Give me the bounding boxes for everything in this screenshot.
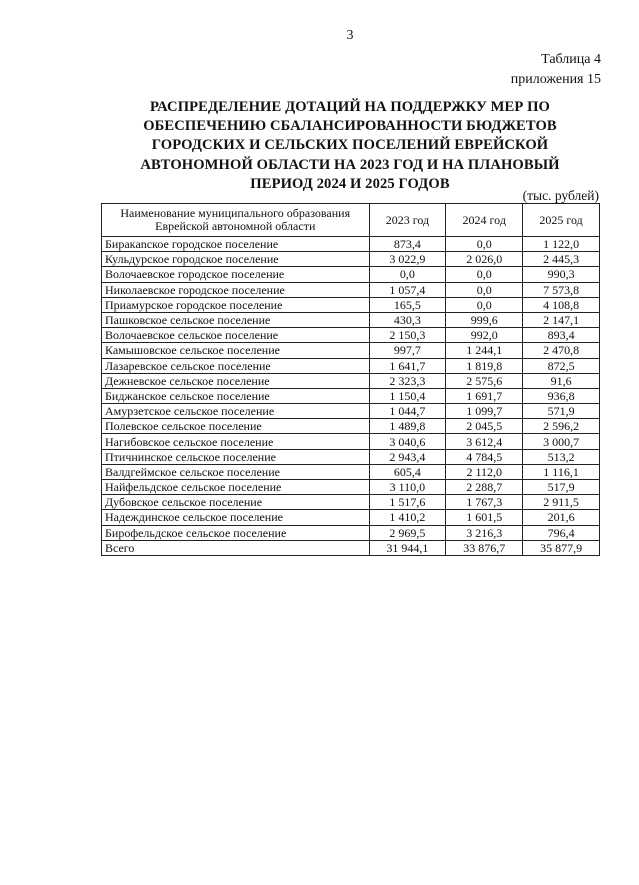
cell-2024: 2 045,5 xyxy=(446,419,523,434)
column-header-2024: 2024 год xyxy=(446,204,523,237)
cell-name: Амурзетское сельское поселение xyxy=(102,404,370,419)
cell-name: Приамурское городское поселение xyxy=(102,297,370,312)
cell-2025: 201,6 xyxy=(523,510,600,525)
cell-2025: 2 147,1 xyxy=(523,312,600,327)
table-row xyxy=(102,282,600,297)
cell-2024: 0,0 xyxy=(446,267,523,282)
cell-name: Кульдурское городское поселение xyxy=(102,252,370,267)
cell-2023: 605,4 xyxy=(369,464,446,479)
table-total-row xyxy=(102,540,600,555)
cell-2024: 0,0 xyxy=(446,282,523,297)
cell-2025: 893,4 xyxy=(523,328,600,343)
title-line: РАСПРЕДЕЛЕНИЕ ДОТАЦИЙ НА ПОДДЕРЖКУ МЕР ПО xyxy=(150,99,550,115)
cell-2024: 3 216,3 xyxy=(446,525,523,540)
cell-2025: 2 470,8 xyxy=(523,343,600,358)
cell-2025: 2 911,5 xyxy=(523,495,600,510)
cell-2023: 1 044,7 xyxy=(369,404,446,419)
table-header-row xyxy=(102,204,600,237)
table-row xyxy=(102,358,600,373)
subsidy-table xyxy=(101,203,600,556)
column-header-name: Наименование муниципального образования Еврейской автономной области xyxy=(102,204,370,237)
table-row xyxy=(102,404,600,419)
title-line: АВТОНОМНОЙ ОБЛАСТИ НА 2023 ГОД И НА ПЛАНОВЫЙ xyxy=(140,156,560,173)
cell-2024: 992,0 xyxy=(446,328,523,343)
cell-2024: 1 601,5 xyxy=(446,510,523,525)
cell-name: Валдгеймское сельское поселение xyxy=(102,464,370,479)
cell-2023: 3 022,9 xyxy=(369,252,446,267)
cell-2023: 3 110,0 xyxy=(369,480,446,495)
cell-2024: 1 244,1 xyxy=(446,343,523,358)
cell-2023: 31 944,1 xyxy=(369,540,446,555)
cell-2024: 3 612,4 xyxy=(446,434,523,449)
cell-2023: 1 057,4 xyxy=(369,282,446,297)
cell-name: Дежневское сельское поселение xyxy=(102,373,370,388)
units-label: (тыс. рублей) xyxy=(522,188,599,203)
table-row xyxy=(102,343,600,358)
cell-name: Николаевское городское поселение xyxy=(102,282,370,297)
table-row xyxy=(102,373,600,388)
cell-2025: 990,3 xyxy=(523,267,600,282)
title-line: ОБЕСПЕЧЕНИЮ СБАЛАНСИРОВАННОСТИ БЮДЖЕТОВ xyxy=(143,118,557,135)
table-row xyxy=(102,464,600,479)
cell-2023: 1 489,8 xyxy=(369,419,446,434)
table-row xyxy=(102,419,600,434)
cell-2023: 1 641,7 xyxy=(369,358,446,373)
cell-name: Дубовское сельское поселение xyxy=(102,495,370,510)
document-title xyxy=(120,98,580,194)
cell-2025: 2 596,2 xyxy=(523,419,600,434)
table-row xyxy=(102,252,600,267)
cell-2025: 35 877,9 xyxy=(523,540,600,555)
cell-name: Нагибовское сельское поселение xyxy=(102,434,370,449)
cell-name: Бирофельдское сельское поселение xyxy=(102,525,370,540)
cell-2025: 7 573,8 xyxy=(523,282,600,297)
cell-name: Всего xyxy=(102,540,370,555)
cell-2023: 2 969,5 xyxy=(369,525,446,540)
cell-name: Полевское сельское поселение xyxy=(102,419,370,434)
cell-2023: 997,7 xyxy=(369,343,446,358)
cell-2025: 571,9 xyxy=(523,404,600,419)
table-row xyxy=(102,449,600,464)
cell-name: Биджанское сельское поселение xyxy=(102,388,370,403)
cell-2023: 165,5 xyxy=(369,297,446,312)
table-row xyxy=(102,510,600,525)
cell-2024: 1 819,8 xyxy=(446,358,523,373)
page-number: 3 xyxy=(346,28,354,43)
title-line: ГОРОДСКИХ И СЕЛЬСКИХ ПОСЕЛЕНИЙ ЕВРЕЙСКОЙ xyxy=(151,137,549,154)
cell-2024: 1 767,3 xyxy=(446,495,523,510)
cell-2023: 1 410,2 xyxy=(369,510,446,525)
cell-2023: 2 943,4 xyxy=(369,449,446,464)
cell-2025: 936,8 xyxy=(523,388,600,403)
column-header-2025: 2025 год xyxy=(523,204,600,237)
cell-2024: 2 026,0 xyxy=(446,252,523,267)
cell-2024: 33 876,7 xyxy=(446,540,523,555)
cell-2025: 1 116,1 xyxy=(523,464,600,479)
table-row xyxy=(102,495,600,510)
cell-name: Лазаревское сельское поселение xyxy=(102,358,370,373)
cell-2024: 1 691,7 xyxy=(446,388,523,403)
cell-2024: 2 112,0 xyxy=(446,464,523,479)
cell-2023: 3 040,6 xyxy=(369,434,446,449)
cell-2023: 1 150,4 xyxy=(369,388,446,403)
cell-2023: 1 517,6 xyxy=(369,495,446,510)
cell-2025: 4 108,8 xyxy=(523,297,600,312)
table-row xyxy=(102,388,600,403)
cell-2025: 91,6 xyxy=(523,373,600,388)
cell-2025: 872,5 xyxy=(523,358,600,373)
column-header-2023: 2023 год xyxy=(369,204,446,237)
cell-2025: 3 000,7 xyxy=(523,434,600,449)
cell-2024: 0,0 xyxy=(446,297,523,312)
cell-2024: 999,6 xyxy=(446,312,523,327)
cell-2024: 2 288,7 xyxy=(446,480,523,495)
cell-2023: 0,0 xyxy=(369,267,446,282)
cell-2025: 796,4 xyxy=(523,525,600,540)
table-row xyxy=(102,434,600,449)
cell-name: Камышовское сельское поселение xyxy=(102,343,370,358)
table-row xyxy=(102,297,600,312)
cell-2023: 873,4 xyxy=(369,237,446,252)
cell-2023: 2 150,3 xyxy=(369,328,446,343)
cell-2024: 4 784,5 xyxy=(446,449,523,464)
cell-2024: 0,0 xyxy=(446,237,523,252)
cell-name: Пашковское сельское поселение xyxy=(102,312,370,327)
table-reference xyxy=(511,50,601,90)
cell-2024: 2 575,6 xyxy=(446,373,523,388)
cell-2025: 1 122,0 xyxy=(523,237,600,252)
table-number: Таблица 4 xyxy=(541,52,601,67)
cell-name: Надеждинское сельское поселение xyxy=(102,510,370,525)
table-body xyxy=(102,237,600,556)
table-row xyxy=(102,480,600,495)
cell-name: Найфельдское сельское поселение xyxy=(102,480,370,495)
table-row xyxy=(102,525,600,540)
cell-2025: 517,9 xyxy=(523,480,600,495)
cell-name: Волочаевское городское поселение xyxy=(102,267,370,282)
title-line: ПЕРИОД 2024 И 2025 ГОДОВ xyxy=(250,175,450,192)
table-row xyxy=(102,237,600,252)
cell-2023: 430,3 xyxy=(369,312,446,327)
cell-name: Птичнинское сельское поселение xyxy=(102,449,370,464)
table-row xyxy=(102,312,600,327)
table-row xyxy=(102,328,600,343)
cell-2025: 2 445,3 xyxy=(523,252,600,267)
cell-name: Волочаевское сельское поселение xyxy=(102,328,370,343)
cell-2024: 1 099,7 xyxy=(446,404,523,419)
cell-name: Биракanское городское поселение xyxy=(102,237,370,252)
cell-2025: 513,2 xyxy=(523,449,600,464)
appendix-number: приложения 15 xyxy=(510,72,601,87)
table-row xyxy=(102,267,600,282)
cell-2023: 2 323,3 xyxy=(369,373,446,388)
